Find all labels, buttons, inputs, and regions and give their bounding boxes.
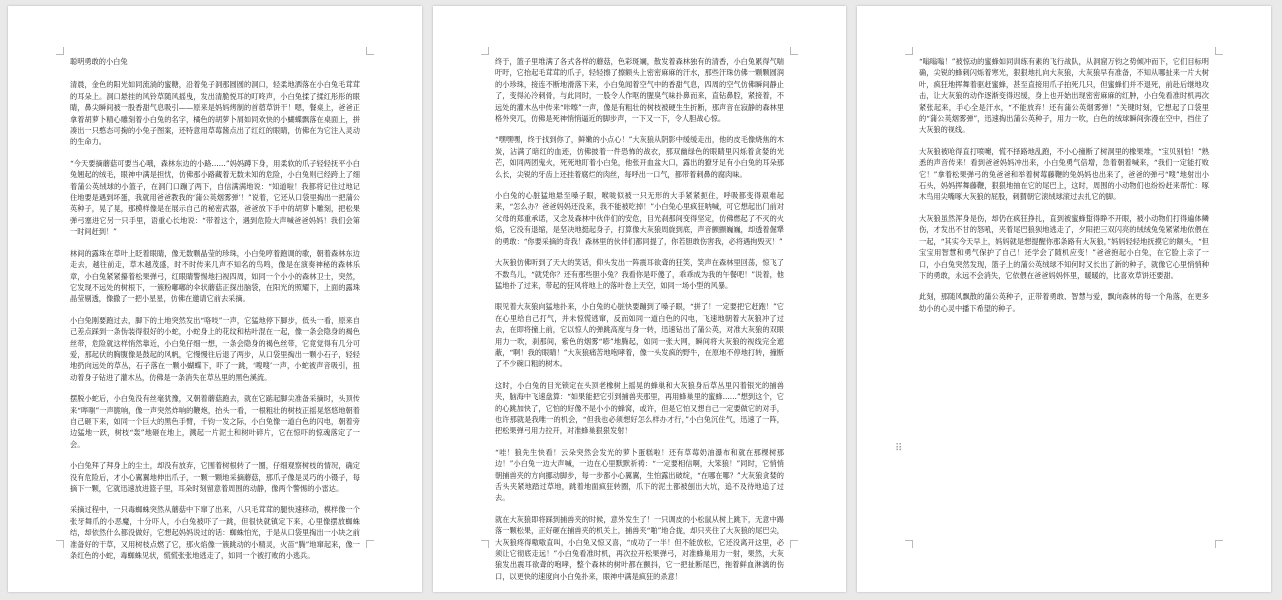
crop-mark (366, 47, 374, 55)
paragraph: 小白兔的心脏猛地悬至嗓子眼，喉咙似被一只无形的大手紧紧扼住，呼吸都变得艰难起来，“怎么办？爸爸妈妈还没来，我不能被吃掉！”小白兔心里疯狂呐喊，可它想起出门前对父母的郑重承诺，又念及森林中伙伴们的安危，目光刹那间变得坚定，仿佛燃起了不灭的火焰，它没有退缩，是坚决地挺起身子，打算像大灰狼周旋到底，声音颤颤巍巍，却透着倔犟的勇敢：“你要采摘的奇我！森林里的伙伴们都同提了，你若胆敢伤害我，必将遇拘毁灭！” (495, 191, 784, 246)
page-body[interactable] (495, 56, 784, 581)
crop-mark (905, 540, 913, 548)
paragraph: 大灰狼被呛得直打喷嚏，慌不择路地乱跑，不小心撞断了树洞里的橡果堆，“宝贝别怕！”熟悉的声音传来！看到爸爸妈妈冲出来，小白兔勇气倍增，急着朝着喊来，“我们一定能打败它！”拿着松果弹弓的兔爸爸和举着树莓藤鞭的兔妈妈也出来了，爸爸的弹弓“嗖”地射出小石头，妈妈挥舞藤鞭，狠狠地抽在它的尾巴上，这时，周围的小动物们也纷纷赶来帮忙：啄木鸟用尖嘴啄大灰狼的屁股，刺猬朝它滚绒球滚过去扎它的脚。 (919, 146, 1209, 202)
crop-mark (481, 540, 489, 548)
paragraph: “今天要摘蘑菇可要当心哦，森林东边的小路……”妈妈蹲下身，用柔软的爪子轻轻抚平小白兔翘起的绒毛，眼神中满是担忧，仿佛那小路藏着无数未知的危险，小白兔则已经跨上了细着蒲公英绒球的小篮子，在洞门口蹦了两下，自信满满地说：“知道啦！我都将记住过地记住地要是遇到坏蛋，我就用爸爸教我的‘蒲公英烟雾弹’！”说着，它还从口袋里掏出一把蒲公英种子，晃了晃，那模样像是在展示自己的秘密武器，爸爸放下手中的胡萝卜雕刻，把松果弹弓塞进它另一只手里，语重心长地说：“带着这个，遇到危险大声喊爸爸妈妈！我们会第一时间赶到！” (70, 158, 360, 237)
crop-mark (1215, 540, 1223, 548)
crop-mark (790, 540, 798, 548)
crop-mark (905, 47, 913, 55)
page-body[interactable] (919, 56, 1209, 552)
crop-mark (366, 540, 374, 548)
page-body[interactable] (70, 56, 360, 561)
paragraph: 小白兔拜了拜身上的尘土，却没有放弃，它围着树根转了一圈，仔细观察树枝的情况，确定没有危险后，才小心翼翼地伸出爪子，一颗一颗地采摘蘑菇，那爪子像是灵巧的小镊子，每摘下一颗，它就迅速放进篮子里，耳朵时刻留意着周围的动静，像两个警惕的小雷达。 (70, 461, 360, 493)
document-page-3 (857, 6, 1271, 592)
paragraph: “哇！狼先生快看！云朵突然会发光的萝卜蛋糕啦！还有草莓奶油瀑布和就在那棵树那边！”小白兔一边大声喊，一边在心里默默祈祷：“一定要相信啊，大笨狼！”同时，它悄悄朝捕兽夹的方向挪动脚步，每一步都小心翼翼，生怕露出破绽，“在哪在哪？”大灰狼贪婪的舌头夹紧地踏过草地，跳着地面疯狂转圈，爪下的泥土都被刨出大坑，追不及待地追了过去。 (495, 447, 784, 503)
paragraph: 就在大灰狼即将踩到捕兽夹的时候，意外发生了！一只调皮的小松鼠从树上跳下，无意中踢落一颗松果，正好砸在捕兽夹的机关上，捕兽夹“啪”地合拢，却只夹住了大灰狼的尾巴尖，大灰狼疼得嗷嗷直叫，小白兔又惊又喜，“成功了一半！但不能放松，它还没离开这里，必须让它彻底走远！”小白兔看准时机，再次拉开松果弹弓，对准蜂巢用力一射，果然，大灰狼发出震耳欲聋的咆哮，整个森林的树叶都在颤抖，它一把扯断尾巴，拖着鲜血淋漓的伤口，以更快的速度向小白兔扑来，眼神中满是疯狂的杀意！ (495, 514, 784, 581)
crop-mark (56, 540, 64, 548)
document-page-2 (433, 6, 846, 592)
paragraph: 此刻，那随风飘散的蒲公英种子，正带着勇敢、智慧与爱，飘向森林的每一个角落，在更多幼小的心灵中播下希望的种子。 (919, 292, 1209, 313)
drag-handle-icon[interactable]: ⠿ (895, 443, 902, 454)
crop-mark (56, 47, 64, 55)
paragraph: 大灰狼虽然浑身是伤，却仍在疯狂挣扎，直到被蜜蜂蜇得睁不开眼，被小动物们打得遍体鳞伤，才发出不甘的怒吼，夹着尾巴狼狈地逃走了，夕阳把三双闪亮的绒绒兔兔紧紧地依偎在一起，“其实今天早上，妈妈就是想提醒你那条路有大灰狼，”妈妈轻轻地抚摸它的额头，“但宝宝用智慧和勇气保护了自己！还学会了随机应变！”爸爸抱起小白兔，在它脸上亲了一口，小白兔突然发现，篮子上的蒲公英绒球不知何时又长出了新的种子，就像它心里悄悄种下的勇敢，永远不会消失，它依偎在爸爸妈妈怀里，暖暖的，比喜欢草饼还要甜。 (919, 213, 1209, 280)
paragraph: “嘿嘿嘿，终于找到你了，鲜嫩的小点心！”大灰狼从阴影中缓缓走出，他的皮毛像烧焦的木炭，沾满了暗红的血迹，仿佛披着一件恐怖的战衣，那双幽绿色的眼睛里闪烁着贪婪的光芒，如同两团鬼火，死死地盯着小白兔，他张开血盆大口，露出的獠牙足有小白兔的耳朵那么长，尖锐的牙齿上还挂着腐烂的肉丝，每呼出一口气，都带着刺鼻的腐肉味。 (495, 135, 784, 179)
document-title: 聪明勇敢的小白兔 (70, 57, 128, 66)
paragraph: 小白兔刚要跑过去，脚下的土地突然发出“咯吱”一声，它猛地停下脚步，低头一看，原来自己差点踩到一条伪装得很好的小蛇，小蛇身上的花纹和枯叶混在一起，像一条会隐身的褐色丝带，危险就这样悄然靠近，小白兔仔细一想，一条会隐身的褐色丝带，它竟觉得有几分可爱，那起伏的胸腹像是鼓起的风帆，它慢慢往后退了两步，从口袋里掏出一颗小石子，轻轻地扔向远处的草丛，石子落在一颗小蝴蝶下，吓了一跳，‘嗖嗖’一声，小蛇被声音吸引，扭动着身子钻进了灌木丛，仿佛是一条消失在草丛里的黑色溪流。 (70, 315, 360, 382)
paragraph: 采摘过程中，一只毒蜘蛛突然从蘑菇中下窜了出来，八只毛茸茸的腿快速移动，模样像一个张牙舞爪的小恶魔，十分吓人，小白兔被吓了一跳，但很快就镇定下来，心里像摆放蜘蛛结，却依然什么都没做好，它想起妈妈说过的话：蜘蛛怕光，于是从口袋里掏出一小块之前准备好的干草，又用树枝点燃了它，那火焰像一簇跳动的小精灵，火苗“腾”地窜起来，像一条红色的小蛇，毒蜘蛛见状，慌慌张张地逃走了，如同一个被打败的小逃兵。 (70, 505, 360, 561)
paragraph: 摆脱小蛇后，小白兔没有丝毫犹豫，又朝着蘑菇跑去，就在它踮起脚尖准备采摘时，头顶传来“哔嗤”一声脆响，像一声突然炸响的鞭炮，抬头一看，一根粗壮的树枝正摇晃悠悠地朝着自己砸下来，如同一个巨大的黑色手臂，千钧一发之际，小白兔像一道白色的闪电，朝着旁边猛地一跃，树枝“轰”地砸在地上，溅起一片泥土和树叶碎片，它在惊吓的惊魂落定了一会。 (70, 394, 360, 449)
paragraph: “嗡嗡嗡！”被惊动的蜜蜂如同训练有素的飞行战队，从洞窟万钧之势倾冲而下，它们目标明确，尖锐的蜂刺闪烁着寒光，狠狠地扎向大灰狼，大灰狼早有准备，不知从哪扯来一片大树叶，疯狂地挥舞着驱赶蜜蜂，甚至直接用爪子拍死几只，但蜜蜂们并不退死，前赴后继地攻击，让大灰狼的动作逐渐变得迟缓，身上也开始出现密密麻麻的红肿，小白兔看准时机再次紧张起来，手心全是汗水，“不能放弃！还有蒲公英烟雾弹！”关键时刻，它想起了口袋里的“蒲公英烟雾弹”，迅速掏出蒲公英种子，用力一吹，白色的绒球瞬间弥漫在空中，挡住了大灰狼的视线。 (919, 57, 1209, 135)
paragraph: 清晨，金色的阳光如同流淌的蜜糖，沿着兔子洞那圆圆的洞口，轻柔地洒落在小白兔毛茸茸的耳朵上。洞口悬挂的风铃草随风摇曳，发出清脆悦耳的叮咚声，小白兔揉了揉红彤彤的眼睛，鼻尖瞬间被一股香甜气息吸引——原来是妈妈烤制的首蓿草饼干！嗯，餐桌上，爸爸正拿着胡萝卜精心雕刻着小白兔的名字，橘色的胡萝卜屑如同欢快的小蝴蝶飘落在桌面上，拼凑出一只憨态可掬的小兔子图案，还特意用草莓酱点出了红红的眼睛，仿佛在为它注入灵动的生命力。 (70, 80, 360, 147)
crop-mark (481, 47, 489, 55)
crop-mark (790, 47, 798, 55)
paragraph: 这时，小白兔的目光锁定在头顶老橡树上摇晃的蜂巢和大灰狼身后草丛里闪着银光的捕兽夹，脑海中飞速盘算：“如果能把它引到捕兽夹那里，再用蜂巢里的蜜蜂……”想到这个，它的心跳加快了，它怕的好像不是小小的蜂窝，或许，但是它怕又想自己一定要做它的对手，也许那就是我唯一的机会，“但我也必须想好怎么样办才行，”小白兔沉住气，迅速了一阵，把松果弹弓用力拉开，对准蜂巢狠狠发射！ (495, 380, 784, 436)
document-page-1 (8, 6, 422, 592)
paragraph: 林间的露珠在草叶上眨着眼睛，像无数颗晶莹的珍珠，小白兔哼着跑调的歌，朝着森林东边走去，越往前走，草木越茂盛，时不时传来几声不知名的鸟鸣，像是在演奏神秘的森林乐章，小白兔紧紧攥着松果弹弓，红眼睛警惕地扫视四周，如同一个小小的森林卫士，突然，它发现不远处的树根下，一簇粉嘟嘟的伞状蘑菇正探出脑袋，在阳光的照耀下，上面的露珠晶莹剔透，像撒了一把小星星，仿佛在邀请它前去采摘。 (70, 248, 360, 304)
paragraph: 眼见着大灰狼向猛地扑来，小白兔的心脏快要蹦到了嗓子眼，“拼了！一定要把它赶跑！”它在心里给自己打气，并未惊慌逃窜，反而如同一道白色的闪电，飞速地朝着大灰狼冲了过去，在即将撞上前，它以惊人的弹跳高度与身一转，迅速钻出了蒲公英，对准大灰狼的双眼用力一吹，刹那间，紫色的烟雾“嘭”地腾起，如同一张大网，瞬间将大灰狼的视线完全遮蔽，“啊！我的眼睛！”大灰狼痛苦地咆哮着，像一头发疯的野牛，在原地不停地打转，撞断了不少碗口粗的树木。 (495, 302, 784, 369)
paragraph: 大灰狼仿佛听到了天大的笑话，仰头发出一阵震耳欲聋的狂笑，笑声在森林里回荡，惊飞了不数鸟儿，“就凭你？还有那些胆小兔？我看你是吓傻了，乖乖成为我的午餐吧！”说着，他猛地扑了过来，带起的狂风将地上的落叶卷上天空，如同一场小型的风暴。 (495, 258, 784, 290)
paragraph: 终于，篮子里堆满了各式各样的蘑菇，色彩斑斓，散发着森林独有的清香，小白兔累得气喘吁吁，它抬起毛茸茸的爪子，轻轻擦了擦额头上密密麻麻的汗水，那些汗珠仿佛一颗颗圆润的小珍珠，接连不断地滑落下来，小白兔闻着空气中的香甜气息，四周的空气仿佛瞬间静止了，变得沁冷刺骨，与此同时，一股令人作呕的腥臭气味扑鼻而来，直钻鼻腔，紧接着，不远处的灌木丛中传来“咔嚓”一声，像是有粗壮的树枝被硬生生折断，那声音在寂静的森林里格外突兀，仿佛是死神悄悄逼近的脚步声，一下又一下，令人胆战心惊。 (495, 57, 784, 124)
crop-mark (1215, 47, 1223, 55)
